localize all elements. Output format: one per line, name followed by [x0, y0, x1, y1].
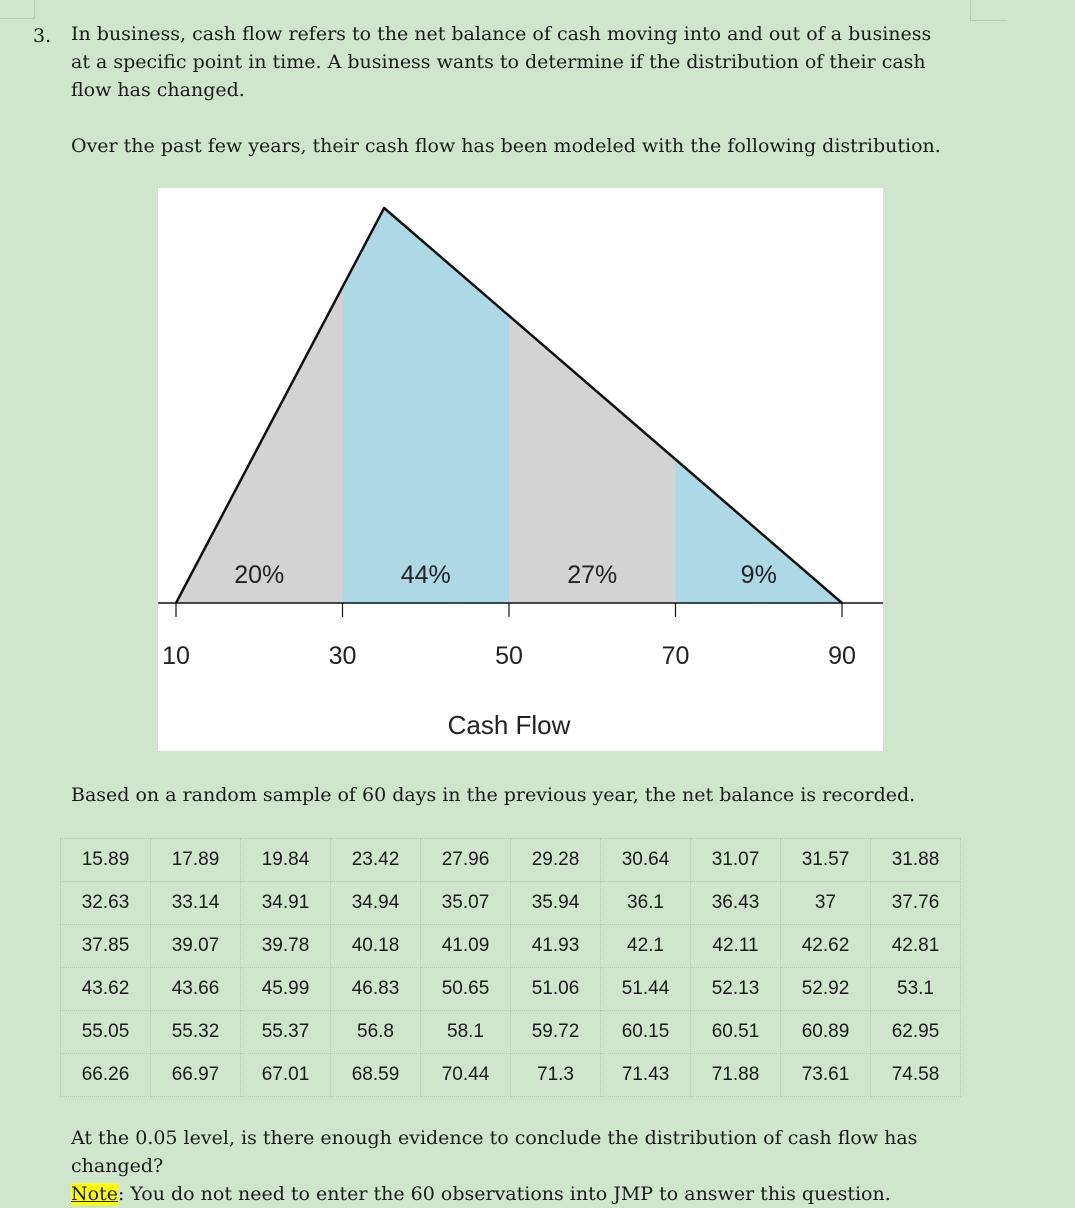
distribution-chart [158, 188, 883, 751]
table-cell: 66.97 [151, 1054, 241, 1097]
table-cell: 55.37 [241, 1011, 331, 1054]
x-tick-label: 30 [328, 642, 357, 670]
table-cell: 35.94 [511, 882, 601, 925]
table-cell: 37.85 [61, 925, 151, 968]
table-cell: 53.1 [871, 968, 961, 1011]
table-cell: 39.07 [151, 925, 241, 968]
table-cell: 45.99 [241, 968, 331, 1011]
table-cell: 32.63 [61, 882, 151, 925]
table-cell: 71.88 [691, 1054, 781, 1097]
note-text: : You do not need to enter the 60 observations into JMP to answer this question. [117, 1183, 891, 1205]
conclusion-question: At the 0.05 level, is there enough evidence to conclude the distribution of cash flow has changed? [71, 1127, 918, 1177]
table-cell: 58.1 [421, 1011, 511, 1054]
table-cell: 60.89 [781, 1011, 871, 1054]
page-corner-mark-right [970, 0, 1007, 21]
region-percent-label: 44% [400, 561, 451, 589]
region-percent-label: 9% [740, 561, 777, 589]
x-tick-label: 90 [828, 642, 856, 670]
table-cell: 42.81 [871, 925, 961, 968]
question-number: 3. [33, 25, 52, 47]
x-tick-label: 10 [162, 642, 190, 670]
table-cell: 15.89 [61, 839, 151, 882]
table-cell: 31.07 [691, 839, 781, 882]
table-cell: 34.94 [331, 882, 421, 925]
table-cell: 51.06 [511, 968, 601, 1011]
table-cell: 29.28 [511, 839, 601, 882]
table-cell: 33.14 [151, 882, 241, 925]
table-cell: 41.09 [421, 925, 511, 968]
table-cell: 71.3 [511, 1054, 601, 1097]
table-cell: 62.95 [871, 1011, 961, 1054]
x-axis-label: Cash Flow [447, 710, 571, 740]
region-50-70 [509, 316, 676, 603]
table-cell: 55.05 [61, 1011, 151, 1054]
table-row [61, 1054, 961, 1097]
conclusion-text [71, 1124, 1001, 1208]
table-cell: 30.64 [601, 839, 691, 882]
table-cell: 67.01 [241, 1054, 331, 1097]
table-cell: 37.76 [871, 882, 961, 925]
table-row [61, 882, 961, 925]
table-cell: 70.44 [421, 1054, 511, 1097]
table-cell: 31.88 [871, 839, 961, 882]
table-cell: 56.8 [331, 1011, 421, 1054]
table-cell: 31.57 [781, 839, 871, 882]
table-cell: 43.62 [61, 968, 151, 1011]
table-cell: 42.62 [781, 925, 871, 968]
table-cell: 52.13 [691, 968, 781, 1011]
table-cell: 71.43 [601, 1054, 691, 1097]
table-cell: 51.44 [601, 968, 691, 1011]
table-cell: 34.91 [241, 882, 331, 925]
table-cell: 46.83 [331, 968, 421, 1011]
question-text: In business, cash flow refers to the net balance of cash moving into and out of a business at a specific point in time. A business wants to determine if the distribution of their cash flow has changed. [71, 23, 932, 101]
region-percent-label: 27% [567, 561, 618, 589]
table-cell: 60.15 [601, 1011, 691, 1054]
table-cell: 37 [781, 882, 871, 925]
table-cell: 27.96 [421, 839, 511, 882]
x-tick-label: 50 [495, 642, 523, 670]
table-cell: 35.07 [421, 882, 511, 925]
sample-text: Based on a random sample of 60 days in the previous year, the net balance is recorded. [71, 784, 916, 806]
region-percent-label: 20% [234, 561, 285, 589]
table-cell: 73.61 [781, 1054, 871, 1097]
note-label: Note [71, 1183, 118, 1205]
table-cell: 40.18 [331, 925, 421, 968]
table-row [61, 839, 961, 882]
table-cell: 68.59 [331, 1054, 421, 1097]
intro-text: Over the past few years, their cash flow has been modeled with the following distribution. [71, 135, 941, 157]
table-cell: 55.32 [151, 1011, 241, 1054]
table-cell: 66.26 [61, 1054, 151, 1097]
table-cell: 19.84 [241, 839, 331, 882]
table-cell: 59.72 [511, 1011, 601, 1054]
distribution-chart-svg [158, 188, 883, 751]
table-row [61, 1011, 961, 1054]
region-30-50 [343, 208, 510, 603]
table-row [61, 925, 961, 968]
table-cell: 42.1 [601, 925, 691, 968]
table-cell: 60.51 [691, 1011, 781, 1054]
page-corner-mark-left [0, 0, 35, 19]
table-cell: 36.43 [691, 882, 781, 925]
table-cell: 50.65 [421, 968, 511, 1011]
table-cell: 41.93 [511, 925, 601, 968]
x-tick-label: 70 [661, 642, 690, 670]
table-cell: 23.42 [331, 839, 421, 882]
table-cell: 74.58 [871, 1054, 961, 1097]
table-cell: 43.66 [151, 968, 241, 1011]
table-cell: 39.78 [241, 925, 331, 968]
table-cell: 17.89 [151, 839, 241, 882]
observations-table [60, 838, 961, 1097]
table-cell: 42.11 [691, 925, 781, 968]
table-cell: 36.1 [601, 882, 691, 925]
table-cell: 52.92 [781, 968, 871, 1011]
table-row [61, 968, 961, 1011]
